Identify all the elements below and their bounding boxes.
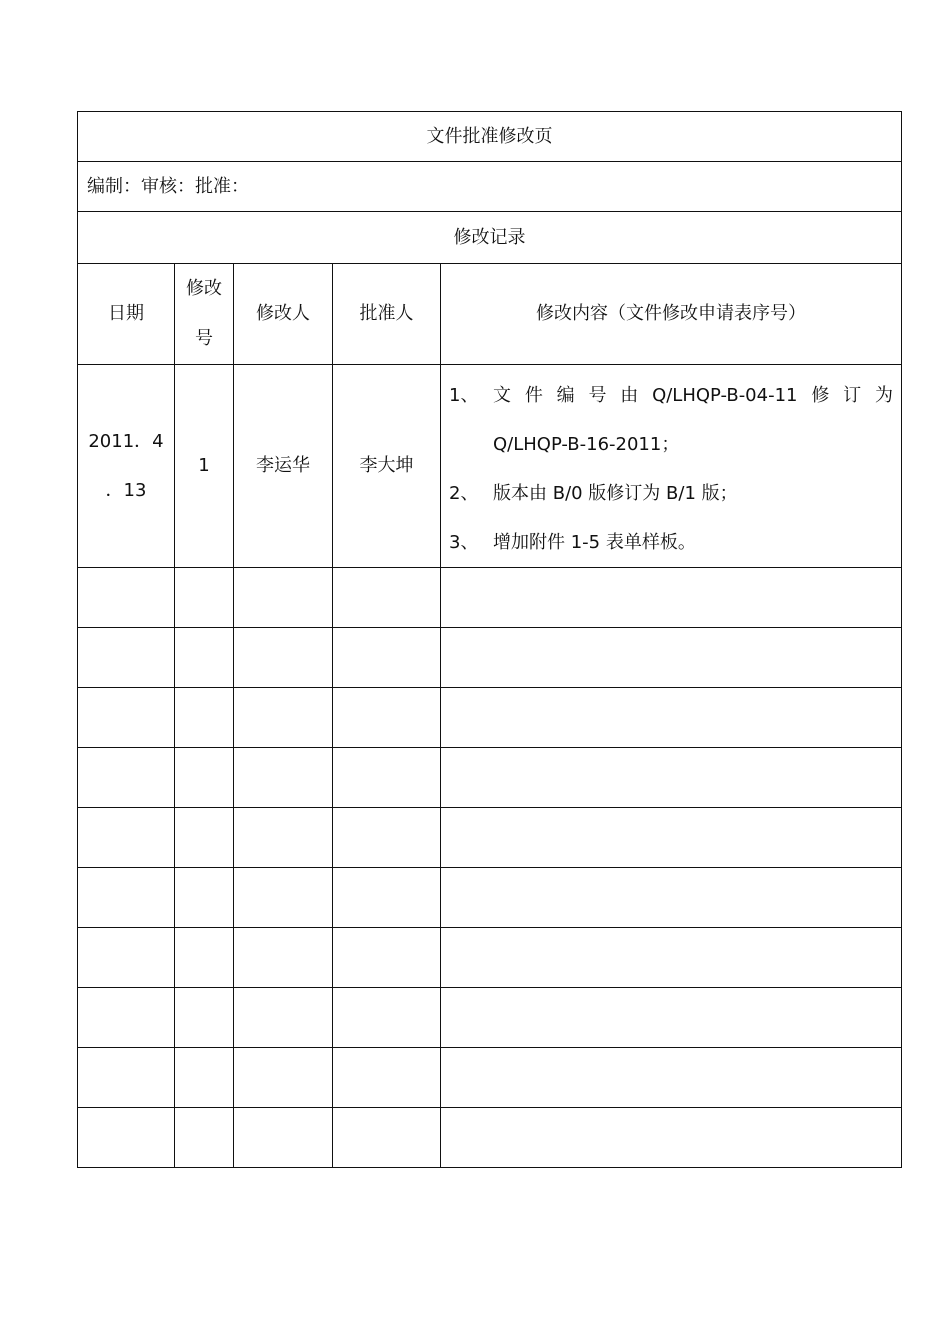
item-number: 2、 bbox=[449, 483, 479, 504]
record-date bbox=[78, 365, 175, 568]
record-approver: 李大坤 bbox=[333, 365, 441, 568]
empty-cell-modifier bbox=[234, 568, 333, 628]
empty-cell-content bbox=[441, 808, 902, 868]
item-word: 订 bbox=[843, 385, 862, 406]
empty-cell-modifier bbox=[234, 748, 333, 808]
empty-table-row bbox=[78, 928, 902, 988]
empty-table-row bbox=[78, 688, 902, 748]
empty-cell-rev-no bbox=[175, 808, 234, 868]
empty-cell-modifier bbox=[234, 1108, 333, 1168]
empty-cell-date bbox=[78, 1108, 175, 1168]
empty-cell-modifier bbox=[234, 688, 333, 748]
empty-cell-content bbox=[441, 928, 902, 988]
empty-cell-rev-no bbox=[175, 688, 234, 748]
item-word: 号 bbox=[588, 385, 607, 406]
empty-table-row bbox=[78, 568, 902, 628]
section-title: 修改记录 bbox=[78, 212, 902, 264]
empty-cell-modifier bbox=[234, 808, 333, 868]
empty-cell-rev-no bbox=[175, 628, 234, 688]
empty-cell-content bbox=[441, 628, 902, 688]
empty-cell-approver bbox=[333, 748, 441, 808]
signature-line: 编制：审核：批准： bbox=[78, 162, 902, 212]
header-approver: 批准人 bbox=[333, 264, 441, 365]
record-content bbox=[441, 365, 902, 568]
empty-cell-approver bbox=[333, 688, 441, 748]
empty-cell-approver bbox=[333, 1048, 441, 1108]
empty-cell-approver bbox=[333, 568, 441, 628]
empty-cell-date bbox=[78, 988, 175, 1048]
record-date-line2: ．13 bbox=[105, 480, 147, 501]
item-word: 件 bbox=[524, 385, 543, 406]
record-date-line1: 2011．4 bbox=[88, 431, 164, 452]
empty-cell-rev-no bbox=[175, 1048, 234, 1108]
header-rev-no bbox=[175, 264, 234, 365]
header-rev-no-line2: 号 bbox=[195, 328, 213, 349]
item-word: 由 bbox=[620, 385, 639, 406]
item-word: 编 bbox=[556, 385, 575, 406]
empty-cell-approver bbox=[333, 1108, 441, 1168]
document-title: 文件批准修改页 bbox=[78, 112, 902, 162]
empty-cell-modifier bbox=[234, 928, 333, 988]
item-text-continuation: Q/LHQP-B-16-2011； bbox=[493, 434, 680, 455]
empty-cell-rev-no bbox=[175, 988, 234, 1048]
empty-cell-date bbox=[78, 808, 175, 868]
empty-cell-content bbox=[441, 1108, 902, 1168]
item-text-line bbox=[493, 371, 893, 420]
empty-cell-rev-no bbox=[175, 568, 234, 628]
empty-table-row bbox=[78, 1108, 902, 1168]
header-rev-no-line1: 修改 bbox=[186, 278, 222, 299]
empty-table-row bbox=[78, 1048, 902, 1108]
empty-cell-content bbox=[441, 868, 902, 928]
content-item-3 bbox=[449, 518, 893, 567]
empty-cell-approver bbox=[333, 808, 441, 868]
empty-table-row bbox=[78, 748, 902, 808]
empty-cell-rev-no bbox=[175, 748, 234, 808]
header-row bbox=[78, 264, 902, 365]
empty-cell-date bbox=[78, 928, 175, 988]
empty-cell-date bbox=[78, 1048, 175, 1108]
empty-cell-date bbox=[78, 628, 175, 688]
header-modifier: 修改人 bbox=[234, 264, 333, 365]
empty-cell-approver bbox=[333, 628, 441, 688]
content-item-1 bbox=[449, 371, 893, 420]
empty-cell-content bbox=[441, 688, 902, 748]
empty-cell-content bbox=[441, 1048, 902, 1108]
item-word: 文 bbox=[493, 385, 511, 406]
item-word: Q/LHQP-B-04-11 bbox=[652, 385, 798, 406]
empty-cell-modifier bbox=[234, 1048, 333, 1108]
empty-cell-content bbox=[441, 748, 902, 808]
item-word: 修 bbox=[811, 385, 830, 406]
revision-record-table bbox=[77, 111, 902, 1168]
table-row bbox=[78, 365, 902, 568]
title-row bbox=[78, 112, 902, 162]
empty-cell-content bbox=[441, 988, 902, 1048]
empty-cell-rev-no bbox=[175, 1108, 234, 1168]
empty-table-row bbox=[78, 988, 902, 1048]
empty-cell-rev-no bbox=[175, 868, 234, 928]
empty-cell-modifier bbox=[234, 628, 333, 688]
empty-cell-approver bbox=[333, 868, 441, 928]
item-text: 增加附件 1-5 表单样板。 bbox=[493, 532, 696, 553]
empty-table-row bbox=[78, 868, 902, 928]
empty-cell-approver bbox=[333, 988, 441, 1048]
item-text: 版本由 B/0 版修订为 B/1 版； bbox=[493, 483, 738, 504]
header-date: 日期 bbox=[78, 264, 175, 365]
empty-cell-date bbox=[78, 568, 175, 628]
signature-row bbox=[78, 162, 902, 212]
record-rev-no: 1 bbox=[175, 365, 234, 568]
empty-cell-date bbox=[78, 868, 175, 928]
record-modifier: 李运华 bbox=[234, 365, 333, 568]
header-content: 修改内容（文件修改申请表序号） bbox=[441, 264, 902, 365]
item-number: 1、 bbox=[449, 385, 479, 406]
item-word: 为 bbox=[874, 385, 893, 406]
empty-cell-approver bbox=[333, 928, 441, 988]
section-title-row bbox=[78, 212, 902, 264]
empty-cell-modifier bbox=[234, 868, 333, 928]
empty-cell-rev-no bbox=[175, 928, 234, 988]
empty-cell-date bbox=[78, 748, 175, 808]
empty-cell-date bbox=[78, 688, 175, 748]
item-number: 3、 bbox=[449, 532, 479, 553]
empty-cell-content bbox=[441, 568, 902, 628]
content-item-2 bbox=[449, 469, 893, 518]
empty-table-row bbox=[78, 808, 902, 868]
empty-cell-modifier bbox=[234, 988, 333, 1048]
empty-table-row bbox=[78, 628, 902, 688]
